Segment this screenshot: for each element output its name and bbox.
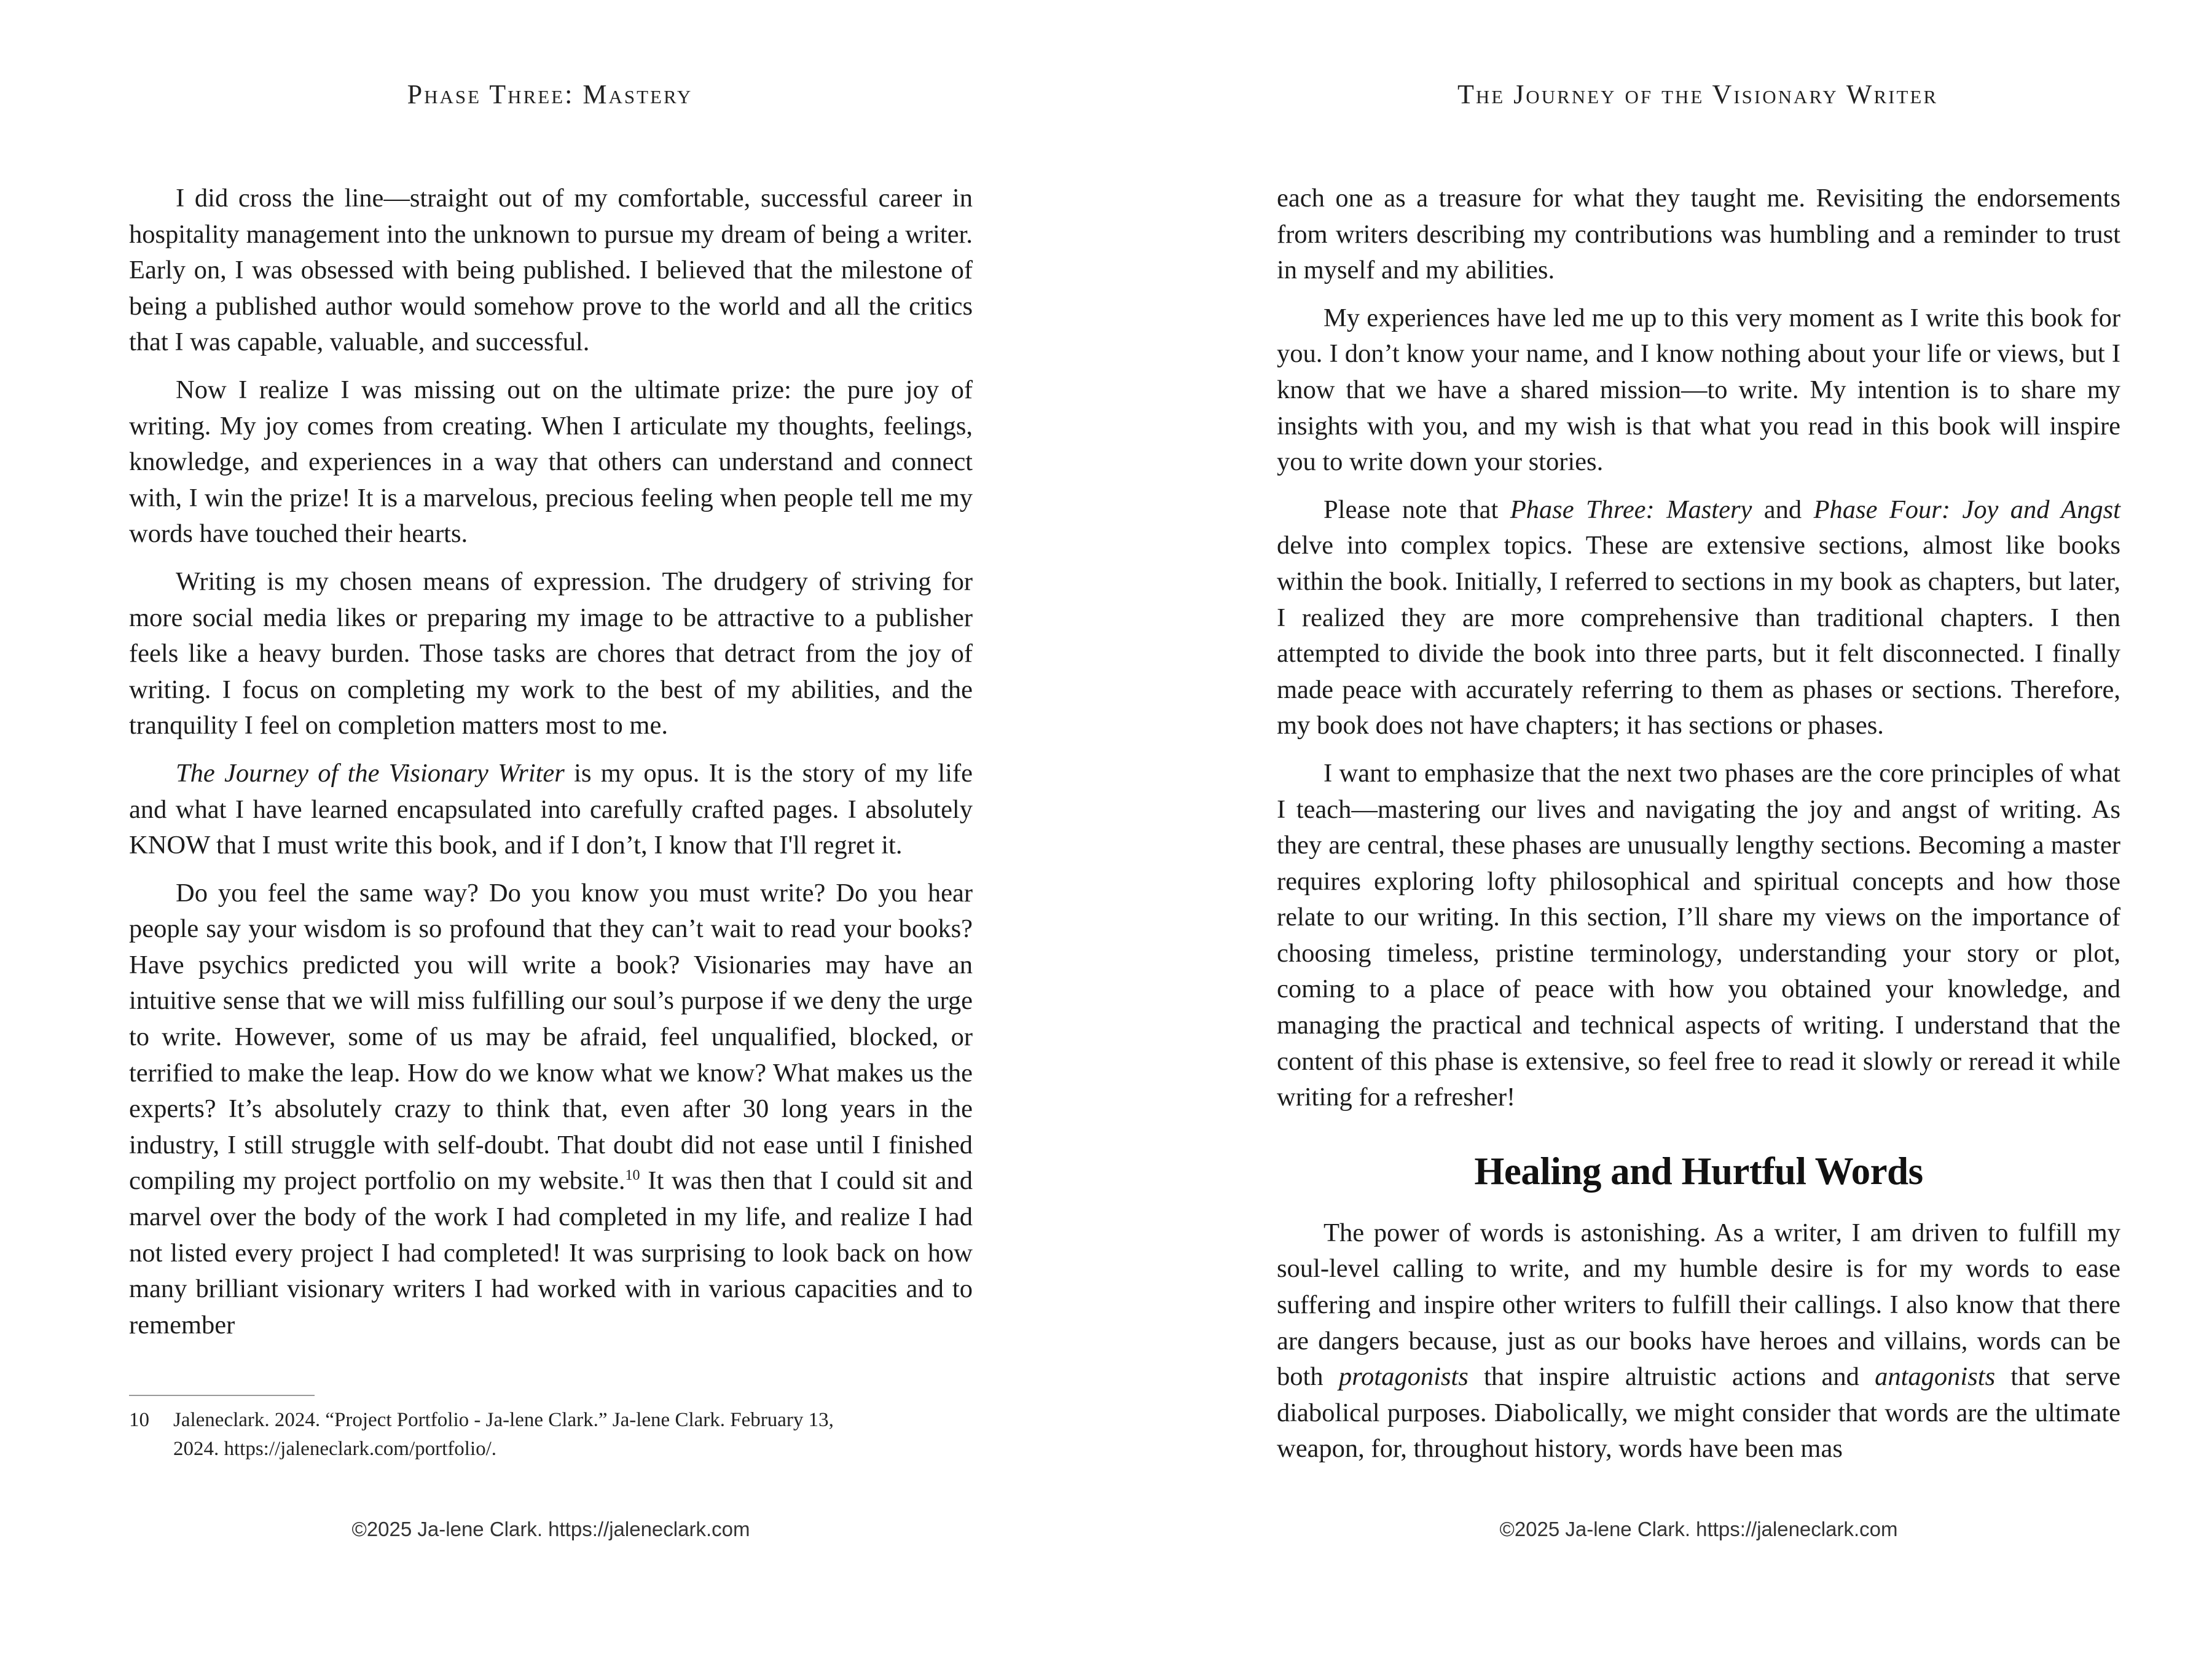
running-head: The Journey of the Visionary Writer bbox=[1457, 79, 1939, 109]
footnote bbox=[129, 1406, 973, 1464]
running-head: Phase Three: Mastery bbox=[407, 79, 693, 109]
paragraph bbox=[1277, 492, 2120, 744]
page-footer: ©2025 Ja-lene Clark. https://jaleneclark.com bbox=[351, 1518, 750, 1540]
page-footer: ©2025 Ja-lene Clark. https://jaleneclark.com bbox=[1499, 1518, 1898, 1540]
footnote-number: 10 bbox=[129, 1409, 149, 1431]
footnote-divider bbox=[129, 1395, 315, 1396]
book-title-italic: The Journey of the Visionary Writer bbox=[176, 758, 565, 788]
italic-phrase: Phase Four: Joy and Angst bbox=[1813, 495, 2120, 524]
paragraph-text: delve into complex topics. These are extensive sections, almost like books within the book. Initially, I referred to sections in my book as chapters, but later, I realized they are more comprehensive than traditional chapters. I then attempted to divide the book into three parts, but it felt disconnected. I finally made peace with accurately referring to them as phases or sections. Therefore, my book does not have chapters; it has sections or phases. bbox=[1277, 531, 2120, 740]
paragraph: I did cross the line—straight out of my comfortable, successful career in hospitality management into the unknown to pursue my dream of being a writer. Early on, I was obsessed with being published. I believed that the milestone of being a published author would somehow prove to the world and all the critics that I was capable, valuable, and successful. bbox=[129, 184, 973, 357]
paragraph: My experiences have led me up to this very moment as I write this book for you. I don’t know your name, and I know nothing about your life or views, but I know that we have a shared mission—to write. My intention is to share my insights with you, and my wish is that what you read in this book will inspire you to write down your stories. bbox=[1277, 303, 2120, 477]
paragraph-text: Please note that bbox=[1324, 495, 1510, 524]
paragraph-text: The power of words is astonishing. As a writer, I am driven to fulfill my soul-level calling to write, and my humble desire is for my words to ease suffering and inspire other writers to fulfill their callings. I also know that there are dangers because, just as our books have heroes and villains, words can be both bbox=[1277, 1218, 2120, 1392]
body-text bbox=[1277, 181, 2120, 1467]
italic-word: protagonists bbox=[1338, 1362, 1469, 1392]
paragraph-text: that inspire altruistic actions and bbox=[1468, 1362, 1875, 1392]
paragraph: Writing is my chosen means of expression. The drudgery of striving for more social media likes or preparing my image to be attractive to a publisher feels like a heavy burden. Those tasks are chores that detract from the joy of writing. I focus on completing my work to the best of my abilities, and the tranquility I feel on completion matters most to me. bbox=[129, 567, 973, 740]
footnote-text: Jaleneclark. 2024. “Project Portfolio - Ja-lene Clark.” Ja-lene Clark. February 13, bbox=[173, 1409, 834, 1431]
footnote-link[interactable]: 2024. https://jaleneclark.com/portfolio/. bbox=[173, 1438, 497, 1460]
section-heading: Healing and Hurtful Words bbox=[1474, 1149, 1923, 1193]
paragraph-text: Do you feel the same way? Do you know you must write? Do you hear people say your wisdom is so profound that they can’t wait to read your books? Have psychics predicted you will write a book? Visionaries may have an intuitive sense that we will miss fulfilling our soul’s purpose if we deny the urge to write. However, some of us may be afraid, feel unqualified, blocked, or terrified to make the leap. How do we know what we know? What makes us the experts? It’s absolutely crazy to think that, even after 30 long years in the industry, I still struggle with self-doubt. That doubt did not ease until I finished compiling my project portfolio on my website. bbox=[129, 878, 973, 1196]
paragraph bbox=[129, 876, 973, 1344]
right-page bbox=[1106, 0, 2212, 1659]
paragraph-text: and bbox=[1752, 495, 1814, 524]
paragraph: I want to emphasize that the next two phases are the core principles of what I teach—mastering our lives and navigating the joy and angst of writing. As they are central, these phases are unusually lengthy sections. Becoming a master requires exploring lofty philosophical and spiritual concepts and how those relate to our writing. In this section, I’ll share my views on the importance of choosing timeless, pristine terminology, understanding your story or plot, coming to a place of peace with how you obtained your knowledge, and managing the practical and technical aspects of writing. I understand that the content of this phase is extensive, so feel free to read it slowly or reread it while writing for a refresher! bbox=[1277, 758, 2120, 1112]
body-text bbox=[129, 181, 973, 1343]
italic-word: antagonists bbox=[1875, 1362, 1996, 1392]
italic-phrase: Phase Three: Mastery bbox=[1510, 495, 1752, 524]
paragraph-text: It was then that I could sit and marvel over the body of the work I had completed in my life, and realize I had not listed every project I had completed! It was surprising to look back on how many brilliant visionary writers I had worked with in various capacities and to remember bbox=[129, 1166, 973, 1339]
paragraph: each one as a treasure for what they taught me. Revisiting the endorsements from writers describing my contributions was humbling and a reminder to trust in myself and my abilities. bbox=[1277, 184, 2120, 285]
footnote-reference[interactable]: 10 bbox=[625, 1167, 640, 1184]
paragraph bbox=[129, 756, 973, 864]
paragraph: Now I realize I was missing out on the ultimate prize: the pure joy of writing. My joy comes from creating. When I articulate my thoughts, feelings, knowledge, and experiences in a way that others can understand and connect with, I win the prize! It is a marvelous, precious feeling when people tell me my words have touched their hearts. bbox=[129, 375, 973, 549]
paragraph-text: that serve diabolical purposes. Diabolically, we might consider that words are the ultimate weapon, for, throughout history, words have been mas bbox=[1277, 1362, 2121, 1464]
paragraph-text: is my opus. It is the story of my life and what I have learned encapsulated into carefully crafted pages. I absolutely KNOW that I must write this book, and if I don’t, I know that I'll regret it. bbox=[129, 758, 973, 860]
paragraph bbox=[1277, 1215, 2120, 1467]
